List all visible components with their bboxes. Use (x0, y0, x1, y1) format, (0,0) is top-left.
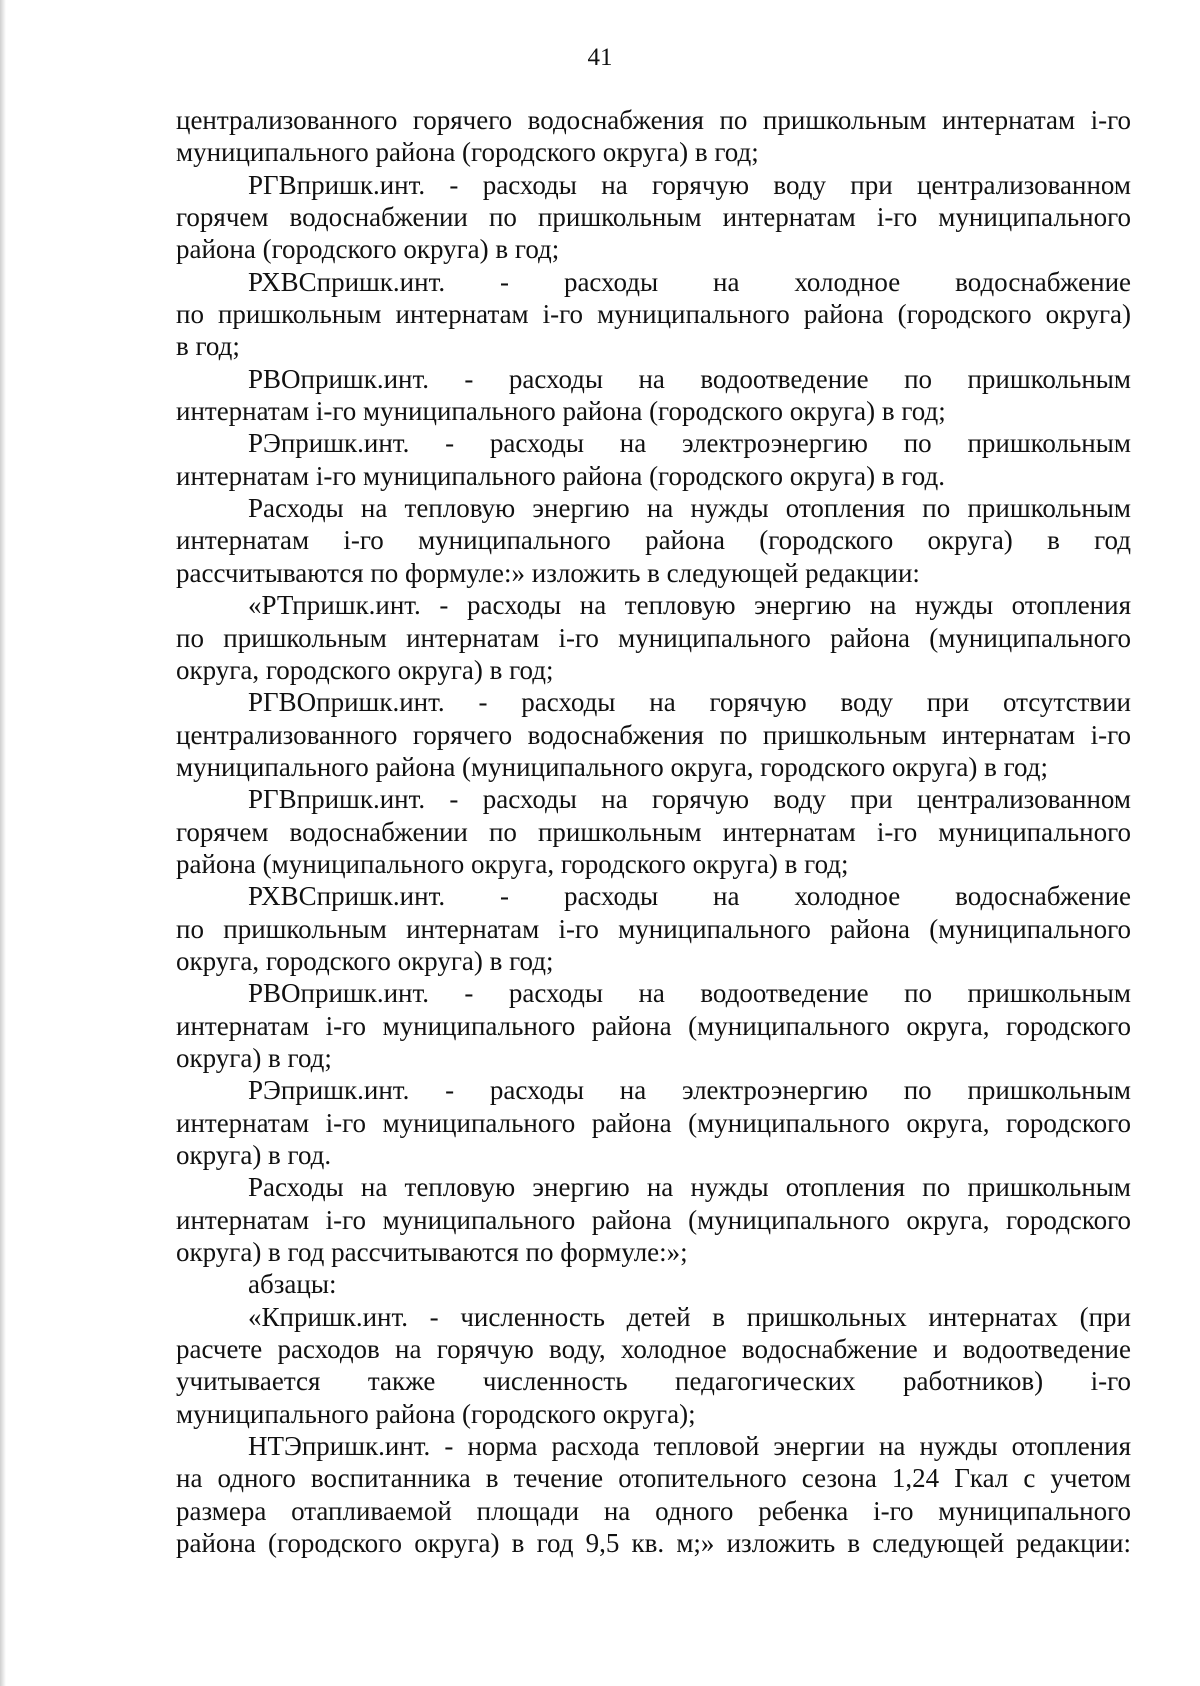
text-line: в год; (176, 331, 240, 362)
text-line: на одного воспитанника в течение отопительного сезона 1,24 Гкал с учетом (176, 1463, 1131, 1494)
text-line: горячем водоснабжении по пришкольным интернатам i-го муниципального (176, 202, 1131, 233)
text-line: РВОпришк.инт. - расходы на водоотведение по пришкольным (248, 978, 1131, 1009)
text-line: Расходы на тепловую энергию на нужды отопления по пришкольным (248, 1172, 1131, 1203)
text-line: централизованного горячего водоснабжения по пришкольным интернатам i-го (176, 105, 1131, 135)
text-line: округа) в год рассчитываются по формуле:»; (176, 1237, 688, 1268)
document-body (176, 104, 1131, 1559)
text-line: округа, городского округа) в год; (176, 654, 554, 685)
text-line: округа, городского округа) в год; (176, 945, 554, 976)
scan-edge (0, 0, 6, 1686)
text-line: «Кпришк.инт. - численность детей в пришкольных интернатах (при (248, 1301, 1131, 1332)
text-line: по пришкольным интернатам i-го муниципального района (муниципального (176, 622, 1131, 653)
text-line: абзацы: (248, 1269, 337, 1300)
text-line: РГВпришк.инт. - расходы на горячую воду при централизованном (248, 169, 1131, 200)
text-line: интернатам i-го муниципального района (муниципального округа, городского (176, 1107, 1131, 1138)
text-line: интернатам i-го муниципального района (муниципального округа, городского (176, 1010, 1131, 1041)
text-line: района (городского округа) в год; (176, 234, 560, 265)
text-line: РВОпришк.инт. - расходы на водоотведение по пришкольным (248, 363, 1131, 394)
text-line: РХВСпришк.инт. - расходы на холодное водоснабжение (248, 266, 1131, 297)
text-line: рассчитываются по формуле:» изложить в следующей редакции: (176, 557, 920, 588)
text-line: горячем водоснабжении по пришкольным интернатам i-го муниципального (176, 816, 1131, 847)
text-line: учитывается также численность педагогических работников) i-го (176, 1366, 1131, 1397)
text-line: округа) в год; (176, 1042, 332, 1073)
text-line: РХВСпришк.инт. - расходы на холодное водоснабжение (248, 881, 1131, 912)
text-line: муниципального района (муниципального округа, городского округа) в год; (176, 751, 1048, 782)
text-line: централизованного горячего водоснабжения по пришкольным интернатам i-го (176, 719, 1131, 750)
text-line: округа) в год. (176, 1140, 332, 1170)
text-line: интернатам i-го муниципального района (городского округа) в год; (176, 396, 946, 427)
text-line: Расходы на тепловую энергию на нужды отопления по пришкольным (248, 493, 1131, 524)
page-number: 41 (587, 44, 613, 71)
text-line: РЭпришк.инт. - расходы на электроэнергию по пришкольным (248, 1075, 1131, 1106)
text-line: по пришкольным интернатам i-го муниципального района (муниципального (176, 913, 1131, 944)
text-line: муниципального района (городского округа) в год; (176, 137, 759, 168)
text-line: РГВОпришк.инт. - расходы на горячую воду при отсутствии (248, 687, 1131, 718)
text-line: интернатам i-го муниципального района (городского округа) в год. (176, 460, 945, 491)
text-line: интернатам i-го муниципального района (муниципального округа, городского (176, 1204, 1131, 1235)
text-line: РГВпришк.инт. - расходы на горячую воду при централизованном (248, 784, 1131, 815)
text-line: района (городского округа) в год 9,5 кв. м;» изложить в следующей редакции: (176, 1528, 1131, 1559)
text-line: «РТпришк.инт. - расходы на тепловую энергию на нужды отопления (248, 590, 1131, 621)
text-line: НТЭпришк.инт. - норма расхода тепловой энергии на нужды отопления (248, 1431, 1131, 1462)
text-line: интернатам i-го муниципального района (городского округа) в год (176, 525, 1131, 556)
text-line: размера отапливаемой площади на одного ребенка i-го муниципального (176, 1495, 1131, 1526)
text-line: муниципального района (городского округа); (176, 1398, 696, 1429)
text-line: РЭпришк.инт. - расходы на электроэнергию по пришкольным (248, 428, 1131, 459)
text-line: расчете расходов на горячую воду, холодное водоснабжение и водоотведение (176, 1334, 1131, 1365)
text-line: по пришкольным интернатам i-го муниципального района (городского округа) (176, 299, 1131, 330)
text-line: района (муниципального округа, городского округа) в год; (176, 848, 849, 879)
